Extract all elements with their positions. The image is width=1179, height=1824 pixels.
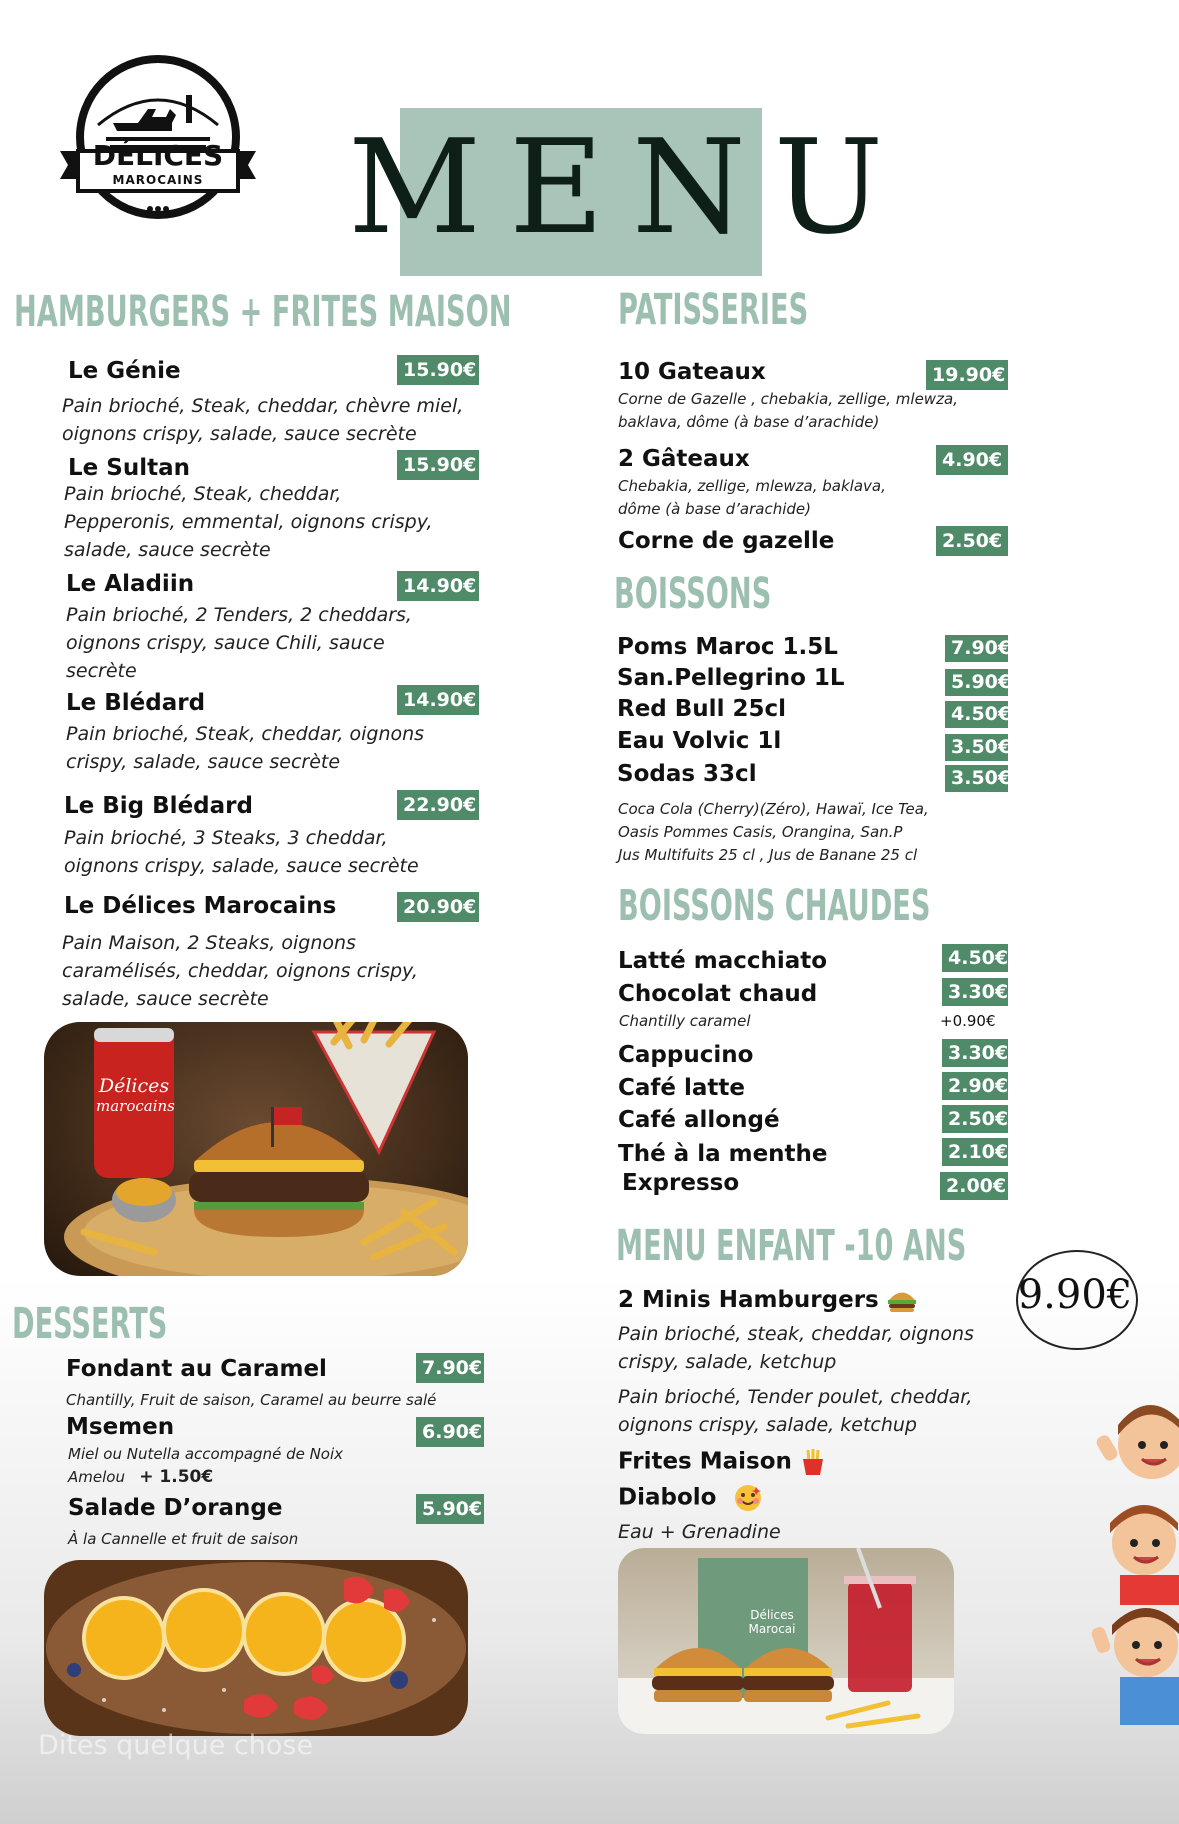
price-badge: 3.30€ <box>942 1039 1008 1067</box>
item-description: Pain brioché, steak, cheddar, oignons crispy, salade, ketchup <box>618 1323 974 1373</box>
item-description: Pain brioché, Steak, cheddar, Pepperonis, emmental, oignons crispy, salade, sauce secrète <box>64 483 433 561</box>
price-badge: 4.90€ <box>936 445 1008 475</box>
price-badge: 2.50€ <box>942 1105 1008 1133</box>
price-badge: 7.90€ <box>416 1353 484 1383</box>
price-badge: 2.10€ <box>942 1138 1008 1166</box>
item-name: Frites Maison <box>618 1448 826 1476</box>
item-name: Sodas 33cl <box>617 761 757 787</box>
item-description: Corne de Gazelle , chebakia, zellige, mlewza, baklava, dôme (à base d’arachide) <box>618 390 958 431</box>
item-name: Le Délices Marocains <box>64 893 337 919</box>
item-name: Chocolat chaud <box>618 981 818 1007</box>
item-description: À la Cannelle et fruit de saison <box>68 1530 299 1548</box>
page-title: MENU <box>348 111 912 263</box>
item-name: Le Aladiin <box>66 571 195 597</box>
item-name: Poms Maroc 1.5L <box>617 634 838 660</box>
item-name: Le Génie <box>68 358 181 384</box>
item-name: 2 Minis Hamburgers <box>618 1287 917 1313</box>
item-name: Expresso <box>622 1170 740 1196</box>
item-name: Corne de gazelle <box>618 528 835 554</box>
kids-menu-price: 9.90€ <box>1017 1272 1133 1318</box>
price-badge: 6.90€ <box>416 1417 484 1447</box>
item-description: Pain Maison, 2 Steaks, oignons caramélisés, cheddar, oignons crispy, salade, sauce secrète <box>62 932 418 1010</box>
extra-price: + 1.50€ <box>139 1467 214 1487</box>
item-name: Thé à la menthe <box>618 1141 828 1167</box>
price-badge: 15.90€ <box>397 450 479 480</box>
item-name: Café allongé <box>618 1107 780 1133</box>
logo <box>58 55 258 220</box>
price-badge: 2.00€ <box>940 1172 1008 1200</box>
item-name: San.Pellegrino 1L <box>617 665 845 691</box>
item-name: Café latte <box>618 1075 746 1101</box>
item-description: Coca Cola (Cherry)(Zéro), Hawaï, Ice Tea, Oasis Pommes Casis, Orangina, San.P Jus Multifuits 25 cl , Jus de Banane 25 cl <box>618 800 929 864</box>
chantilly-option: Chantilly caramel <box>619 1012 751 1030</box>
price-badge: 14.90€ <box>397 685 479 715</box>
item-name: Le Blédard <box>66 690 206 716</box>
price-badge: 22.90€ <box>397 790 479 820</box>
chantilly-price: +0.90€ <box>940 1012 996 1030</box>
logo-subname: MAROCAINS <box>112 173 204 187</box>
item-name: Latté macchiato <box>618 948 828 974</box>
kids-cartoon-icon <box>1080 1395 1179 1725</box>
price-badge: 5.90€ <box>945 669 1008 696</box>
item-name: Cappucino <box>618 1042 754 1068</box>
item-name: Le Sultan <box>68 455 190 481</box>
item-description: Chebakia, zellige, mlewza, baklava, dôme (à base d’arachide) <box>618 477 886 518</box>
item-description: Pain brioché, 2 Tenders, 2 cheddars, oignons crispy, sauce Chili, sauce secrète <box>66 604 412 682</box>
item-name: Red Bull 25cl <box>617 696 786 722</box>
item-name: Fondant au Caramel <box>66 1356 327 1382</box>
burger-emoji-icon <box>887 1289 917 1313</box>
price-badge: 7.90€ <box>945 635 1008 662</box>
logo-name: DÉLICES <box>92 139 224 172</box>
item-name: 10 Gateaux <box>618 359 766 385</box>
box-text: Délices Marocai <box>748 1608 796 1636</box>
item-description: Miel ou Nutella accompagné de Noix Amelou + 1.50€ <box>68 1445 344 1487</box>
item-description: Eau + Grenadine <box>618 1521 781 1543</box>
price-badge: 15.90€ <box>397 355 479 385</box>
logo-emblem-icon <box>58 55 258 220</box>
section-title-boissons-chaudes: BOISSONS CHAUDES <box>618 882 931 931</box>
price-badge: 3.50€ <box>945 765 1008 792</box>
item-description: Pain brioché, Steak, cheddar, chèvre miel, oignons crispy, salade, sauce secrète <box>62 395 464 445</box>
section-title-desserts: DESSERTS <box>12 1300 168 1349</box>
kids-menu-photo <box>618 1548 954 1734</box>
item-name: Salade D’orange <box>68 1495 283 1521</box>
orange-salad-photo <box>44 1560 468 1736</box>
can-text: Délices marocains <box>96 1075 175 1115</box>
price-badge: 2.50€ <box>936 526 1008 556</box>
item-name: 2 Gâteaux <box>618 446 750 472</box>
item-name: Diabolo <box>618 1484 762 1512</box>
item-name: Msemen <box>66 1414 175 1440</box>
section-title-boissons: BOISSONS <box>614 570 772 619</box>
burger-photo <box>44 1022 468 1276</box>
section-title-hamburgers: HAMBURGERS + FRITES MAISON <box>14 288 512 337</box>
section-title-patisseries: PATISSERIES <box>618 286 809 335</box>
kids-cartoon-illustration <box>1080 1395 1179 1725</box>
fries-emoji-icon <box>800 1448 826 1476</box>
smiling-face-emoji-icon <box>734 1484 762 1512</box>
price-badge: 3.30€ <box>942 978 1008 1006</box>
price-badge: 3.50€ <box>945 734 1008 761</box>
price-badge: 20.90€ <box>397 892 479 922</box>
price-badge: 4.50€ <box>945 701 1008 728</box>
price-badge: 4.50€ <box>942 944 1008 972</box>
item-description: Chantilly, Fruit de saison, Caramel au beurre salé <box>66 1391 437 1409</box>
item-description: Pain brioché, Steak, cheddar, oignons crispy, salade, sauce secrète <box>66 723 425 773</box>
item-name: Le Big Blédard <box>64 793 253 819</box>
price-badge: 5.90€ <box>416 1494 484 1524</box>
price-badge: 19.90€ <box>926 360 1008 390</box>
item-name: Eau Volvic 1l <box>617 728 782 754</box>
price-badge: 2.90€ <box>942 1072 1008 1100</box>
section-title-menu-enfant: MENU ENFANT -10 ANS <box>616 1222 967 1271</box>
item-description: Pain brioché, Tender poulet, cheddar, oignons crispy, salade, ketchup <box>618 1386 973 1436</box>
price-badge: 14.90€ <box>397 571 479 601</box>
reply-input[interactable]: Dites quelque chose <box>38 1730 314 1761</box>
item-description: Pain brioché, 3 Steaks, 3 cheddar, oignons crispy, salade, sauce secrète <box>64 827 419 877</box>
